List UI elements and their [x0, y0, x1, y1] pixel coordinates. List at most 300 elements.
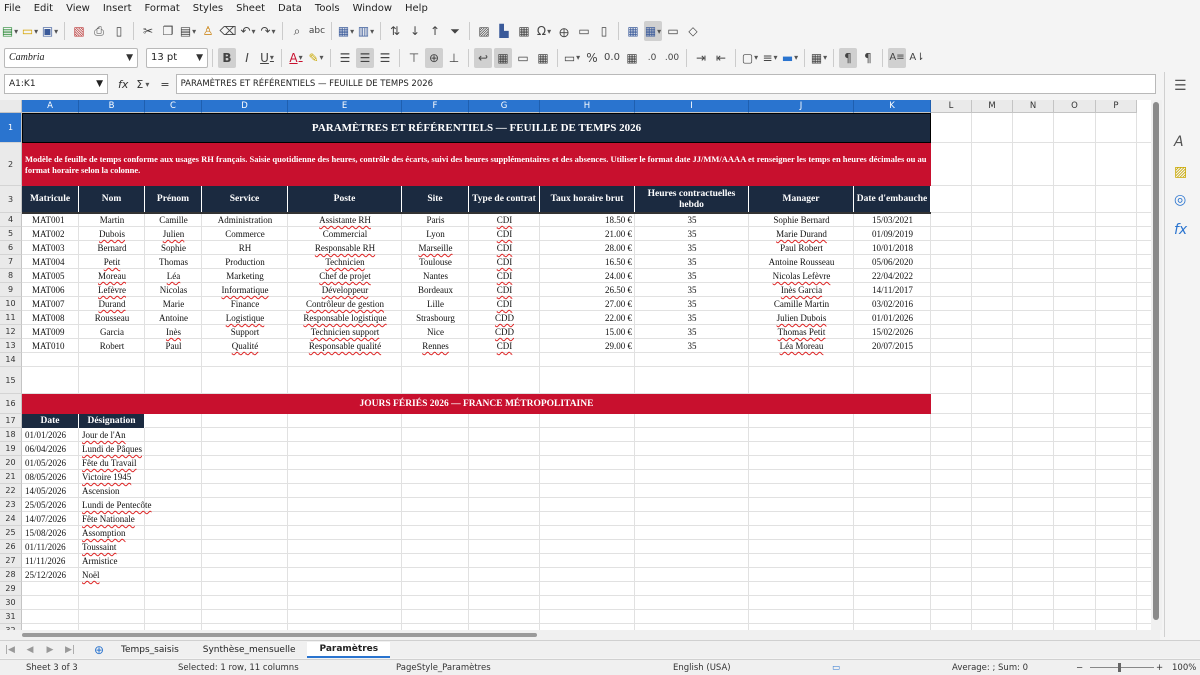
employee-cell[interactable]: Chef de projet	[319, 271, 371, 281]
menu-item-styles[interactable]: Styles	[192, 3, 224, 14]
employee-cell[interactable]: Logistique	[225, 313, 265, 323]
holiday-date[interactable]: 08/05/2026	[25, 472, 67, 482]
column-header-m[interactable]: M	[972, 100, 1013, 113]
formula-input[interactable]	[176, 74, 1156, 94]
row-header-17[interactable]: 17	[0, 414, 22, 428]
menu-item-view[interactable]: View	[66, 3, 90, 14]
sum-dropdown[interactable]	[144, 74, 149, 94]
menu-item-file[interactable]: File	[4, 3, 21, 14]
cut-icon[interactable]: ✂	[142, 24, 154, 38]
align-top-icon[interactable]: ⊤	[408, 50, 420, 65]
employee-cell[interactable]: 20/07/2015	[871, 341, 913, 351]
employee-cell[interactable]: Paul Robert	[780, 243, 823, 253]
employee-cell[interactable]: Sophie Bernard	[773, 215, 830, 225]
employee-cell[interactable]: CDI	[496, 243, 513, 253]
row-header-2[interactable]: 2	[0, 143, 22, 186]
employee-cell[interactable]: CDI	[496, 341, 513, 351]
employee-cell[interactable]: MAT004	[32, 257, 65, 267]
employee-cell[interactable]: 22/04/2022	[871, 271, 913, 281]
row-header-9[interactable]: 9	[0, 283, 22, 297]
vertical-scroll-thumb[interactable]	[1153, 102, 1159, 620]
employee-cell[interactable]: 35	[687, 299, 697, 309]
delete-decimal-icon[interactable]: .00	[664, 52, 680, 63]
employee-cell[interactable]: Rousseau	[94, 313, 130, 323]
row-header-30[interactable]: 30	[0, 596, 22, 610]
menu-item-format[interactable]: Format	[144, 3, 180, 14]
border-style-icon[interactable]: ≡ ▾	[761, 48, 779, 68]
employee-cell[interactable]: 35	[687, 285, 697, 295]
employee-cell[interactable]: CDI	[496, 229, 513, 239]
employee-header[interactable]: Manager	[749, 186, 854, 213]
row-header-12[interactable]: 12	[0, 325, 22, 339]
employee-cell[interactable]: MAT008	[32, 313, 65, 323]
zoom-in-icon[interactable]: +	[1156, 663, 1164, 673]
employee-cell[interactable]: Thomas Petit	[777, 327, 826, 337]
last-sheet-icon[interactable]: ▶|	[65, 644, 75, 655]
row-header-6[interactable]: 6	[0, 241, 22, 255]
employee-cell[interactable]: Léa Moreau	[779, 341, 824, 351]
zoom-out-icon[interactable]: −	[1076, 663, 1084, 673]
column-header-b[interactable]: B	[79, 100, 145, 113]
employee-cell[interactable]: 18.50 €	[605, 215, 632, 225]
employee-cell[interactable]: 28.00 €	[605, 243, 632, 253]
print-icon[interactable]: ⎙	[94, 23, 104, 38]
holidays-title[interactable]: JOURS FÉRIÉS 2026 — FRANCE MÉTROPOLITAINE	[22, 394, 931, 414]
tab-temps-saisis[interactable]: Temps_saisis	[121, 644, 179, 655]
column-header-n[interactable]: N	[1013, 100, 1054, 113]
increase-indent-icon[interactable]: ⇥	[695, 50, 707, 65]
unmerge-cells-icon[interactable]: ▦	[537, 50, 549, 65]
tab-synthese-mensuelle[interactable]: Synthèse_mensuelle	[202, 644, 296, 655]
row-header-26[interactable]: 26	[0, 540, 22, 554]
spelling-icon[interactable]: abc	[308, 26, 326, 36]
copy-icon[interactable]: ❐	[162, 24, 174, 38]
row-header-5[interactable]: 5	[0, 227, 22, 241]
sort-icon[interactable]: ⇅	[389, 24, 401, 38]
merge-center-icon[interactable]: ▦	[494, 48, 512, 68]
employee-header[interactable]: Service	[202, 186, 288, 213]
align-middle-icon[interactable]: ⊕	[425, 48, 443, 68]
employee-cell[interactable]: 35	[687, 271, 697, 281]
right-to-left-icon[interactable]: ¶	[864, 50, 872, 65]
employee-cell[interactable]: CDI	[496, 285, 513, 295]
row-header-16[interactable]: 16	[0, 394, 22, 414]
row-header-29[interactable]: 29	[0, 582, 22, 596]
vertical-scrollbar[interactable]	[1151, 100, 1162, 630]
insert-image-icon[interactable]: ▨	[478, 24, 490, 38]
employee-cell[interactable]: MAT006	[32, 285, 65, 295]
employee-cell[interactable]: MAT005	[32, 271, 65, 281]
column-header-o[interactable]: O	[1054, 100, 1096, 113]
menu-item-window[interactable]: Window	[352, 3, 392, 14]
font-color-icon[interactable]: A ▾	[287, 48, 305, 68]
employee-header[interactable]: Date d'embauche	[854, 186, 931, 213]
column-header-d[interactable]: D	[202, 100, 288, 113]
sort-descending-icon[interactable]: ↑	[429, 24, 441, 38]
show-draw-functions-icon[interactable]: ◇	[688, 24, 698, 38]
status-page-style[interactable]: PageStyle_Paramètres	[396, 663, 491, 673]
employee-cell[interactable]: Marketing	[226, 271, 264, 281]
employee-cell[interactable]: Thomas	[159, 257, 188, 267]
row-header-28[interactable]: 28	[0, 568, 22, 582]
employee-cell[interactable]: Informatique	[221, 285, 269, 295]
row-header-14[interactable]: 14	[0, 353, 22, 367]
employee-cell[interactable]: 22.00 €	[605, 313, 632, 323]
employee-cell[interactable]: 01/09/2019	[871, 229, 913, 239]
functions-icon[interactable]: fx	[1174, 222, 1188, 238]
employee-cell[interactable]: Technicien support	[310, 327, 380, 337]
employee-cell[interactable]: 03/02/2016	[871, 299, 913, 309]
employee-cell[interactable]: Technicien	[325, 257, 365, 267]
comment-icon[interactable]: ▭	[578, 24, 590, 38]
new-icon[interactable]: ▤ ▾	[1, 21, 19, 41]
holiday-name[interactable]: Lundi de Pâques	[82, 444, 142, 454]
hamburger-icon[interactable]: ☰	[1174, 78, 1187, 94]
row-header-31[interactable]: 31	[0, 610, 22, 624]
employee-header[interactable]: Type de contrat	[469, 186, 540, 213]
employee-cell[interactable]: Garcia	[100, 327, 124, 337]
employee-cell[interactable]: Julien	[162, 229, 185, 239]
row-header-7[interactable]: 7	[0, 255, 22, 269]
selection-mode-icon[interactable]: ▭	[832, 663, 841, 673]
column-header-a[interactable]: A	[22, 100, 79, 113]
row-header-22[interactable]: 22	[0, 484, 22, 498]
row-header-8[interactable]: 8	[0, 269, 22, 283]
employee-cell[interactable]: Bernard	[97, 243, 127, 253]
employee-cell[interactable]: 15/02/2026	[871, 327, 913, 337]
redo-icon[interactable]: ↷ ▾	[259, 21, 277, 41]
employee-cell[interactable]: Développeur	[321, 285, 369, 295]
employee-cell[interactable]: Nice	[427, 327, 444, 337]
employee-cell[interactable]: MAT007	[32, 299, 65, 309]
employee-cell[interactable]: Commerce	[225, 229, 265, 239]
menu-item-insert[interactable]: Insert	[102, 3, 132, 14]
horizontal-scroll-thumb[interactable]	[22, 633, 537, 637]
employee-cell[interactable]: 35	[687, 257, 697, 267]
holiday-date[interactable]: 06/04/2026	[25, 444, 67, 454]
employee-cell[interactable]: 35	[687, 341, 697, 351]
employee-header[interactable]: Nom	[79, 186, 145, 213]
employee-cell[interactable]: Inès Garcia	[780, 285, 823, 295]
border-color-icon[interactable]: ▬ ▾	[781, 48, 799, 68]
row-header-1[interactable]: 1	[0, 113, 22, 143]
employee-cell[interactable]: Contrôleur de gestion	[306, 299, 384, 309]
tab-parametres[interactable]: Paramètres	[307, 642, 390, 658]
employee-cell[interactable]: Nicolas Lefèvre	[772, 271, 831, 281]
menu-item-edit[interactable]: Edit	[33, 3, 54, 14]
freeze-rows-columns-icon[interactable]: ▦ ▾	[644, 21, 662, 41]
holiday-date[interactable]: 01/01/2026	[25, 430, 67, 440]
employee-cell[interactable]: Finance	[230, 299, 260, 309]
employee-cell[interactable]: Nantes	[423, 271, 448, 281]
employee-cell[interactable]: 29.00 €	[605, 341, 632, 351]
employee-cell[interactable]: Antoine	[159, 313, 188, 323]
holiday-name[interactable]: Toussaint	[82, 542, 117, 552]
properties-icon[interactable]: A	[1174, 134, 1184, 150]
row-header-24[interactable]: 24	[0, 512, 22, 526]
row-header-23[interactable]: 23	[0, 498, 22, 512]
text-horizontal-icon[interactable]: A≡	[888, 48, 906, 68]
employee-cell[interactable]: Production	[225, 257, 265, 267]
employee-cell[interactable]: Assistante RH	[319, 215, 371, 225]
employee-cell[interactable]: CDI	[496, 299, 513, 309]
zoom-slider[interactable]	[1090, 667, 1154, 668]
pivot-table-icon[interactable]: ▦	[518, 24, 530, 38]
currency-format-icon[interactable]: ▭ ▾	[563, 48, 581, 68]
align-bottom-icon[interactable]: ⊥	[448, 50, 460, 65]
sheet-description[interactable]: Modèle de feuille de temps conforme aux usages RH français. Saisie quotidienne des heures, contrôle des écarts, suivi des heures supplémentaires et des absences. Utiliser le format date JJ/MM/AAAA et renseigner les temps en heures décimales ou au format horaire selon la colonne.	[22, 143, 931, 186]
employee-cell[interactable]: 35	[687, 243, 697, 253]
employee-cell[interactable]: Durand	[98, 299, 126, 309]
employee-cell[interactable]: Toulouse	[419, 257, 452, 267]
column-header-f[interactable]: F	[402, 100, 469, 113]
insert-chart-icon[interactable]: ▙	[499, 24, 509, 38]
open-icon[interactable]: ▭ ▾	[21, 21, 39, 41]
font-size-combo[interactable]	[146, 48, 208, 68]
column-icon[interactable]: ▥ ▾	[357, 21, 375, 41]
sum-icon[interactable]: Σ	[136, 77, 144, 91]
holiday-date[interactable]: 11/11/2026	[25, 556, 66, 566]
clear-formatting-icon[interactable]: ⌫	[219, 24, 237, 38]
clone-formatting-icon[interactable]: ♙	[202, 24, 214, 38]
column-header-e[interactable]: E	[288, 100, 402, 113]
employee-cell[interactable]: MAT009	[32, 327, 65, 337]
align-center-icon[interactable]: ☰	[356, 48, 374, 68]
export-pdf-icon[interactable]: ▧	[73, 24, 85, 38]
holiday-name[interactable]: Ascension	[82, 486, 120, 496]
employee-cell[interactable]: CDI	[496, 215, 513, 225]
employee-cell[interactable]: 35	[687, 215, 697, 225]
hyperlink-icon[interactable]: 🜨	[558, 25, 570, 40]
row-header-4[interactable]: 4	[0, 213, 22, 227]
holiday-name[interactable]: Victoire 1945	[82, 472, 132, 482]
status-language[interactable]: English (USA)	[673, 663, 731, 673]
employee-cell[interactable]: Martin	[99, 215, 125, 225]
menu-item-data[interactable]: Data	[278, 3, 302, 14]
employee-cell[interactable]: Marseille	[418, 243, 453, 253]
employee-header[interactable]: Taux horaire brut	[540, 186, 635, 213]
left-to-right-icon[interactable]: ¶	[839, 48, 857, 68]
employee-cell[interactable]: 14/11/2017	[872, 285, 913, 295]
menu-item-tools[interactable]: Tools	[314, 3, 340, 14]
holiday-name[interactable]: Noël	[82, 570, 100, 580]
employee-cell[interactable]: Marie Durand	[776, 229, 827, 239]
column-header-k[interactable]: K	[854, 100, 931, 113]
zoom-level[interactable]: 100%	[1172, 663, 1197, 673]
employee-header[interactable]: Prénom	[145, 186, 202, 213]
employee-cell[interactable]: Bordeaux	[418, 285, 453, 295]
merge-cells-icon[interactable]: ▭	[517, 50, 529, 65]
employee-header[interactable]: Poste	[288, 186, 402, 213]
gallery-icon[interactable]: ▨	[1174, 164, 1188, 180]
employee-cell[interactable]: CDI	[496, 257, 513, 267]
text-vertical-icon[interactable]: A⇂	[909, 52, 925, 63]
employee-cell[interactable]: Camille Martin	[773, 299, 830, 309]
employee-cell[interactable]: Support	[230, 327, 260, 337]
find-replace-icon[interactable]: ⌕	[293, 23, 301, 38]
horizontal-scrollbar[interactable]	[0, 630, 1160, 640]
select-all-corner[interactable]	[0, 100, 22, 113]
function-wizard-icon[interactable]: fx	[118, 77, 129, 91]
add-sheet-icon[interactable]: ⊕	[93, 642, 105, 657]
borders-icon[interactable]: ▢ ▾	[741, 48, 759, 68]
row-header-3[interactable]: 3	[0, 186, 22, 213]
employee-cell[interactable]: Petit	[103, 257, 121, 267]
name-box[interactable]	[4, 74, 108, 94]
employee-cell[interactable]: 26.50 €	[605, 285, 632, 295]
holiday-name[interactable]: Armistice	[82, 556, 118, 566]
number-format-icon[interactable]: 0.0	[604, 52, 620, 63]
align-right-icon[interactable]: ☰	[379, 50, 391, 65]
sort-ascending-icon[interactable]: ↓	[409, 24, 421, 38]
employee-cell[interactable]: Rennes	[422, 341, 449, 351]
column-header-l[interactable]: L	[931, 100, 972, 113]
employee-cell[interactable]: Lyon	[426, 229, 445, 239]
header-footer-icon[interactable]: ▯	[600, 24, 608, 38]
employee-cell[interactable]: 10/01/2018	[871, 243, 913, 253]
next-sheet-icon[interactable]: ▶	[46, 644, 54, 655]
employee-header[interactable]: Site	[402, 186, 469, 213]
row-header-25[interactable]: 25	[0, 526, 22, 540]
italic-icon[interactable]: I	[245, 50, 249, 65]
employee-cell[interactable]: Moreau	[98, 271, 126, 281]
employee-cell[interactable]: RH	[238, 243, 252, 253]
employee-cell[interactable]: CDD	[494, 313, 514, 323]
navigator-icon[interactable]: ◎	[1174, 192, 1187, 208]
holiday-date[interactable]: 15/08/2026	[25, 528, 67, 538]
add-decimal-icon[interactable]: .0	[647, 52, 657, 63]
column-header-j[interactable]: J	[749, 100, 854, 113]
employee-cell[interactable]: Léa	[166, 271, 181, 281]
employee-cell[interactable]: MAT002	[32, 229, 65, 239]
row-header-21[interactable]: 21	[0, 470, 22, 484]
menu-item-sheet[interactable]: Sheet	[236, 3, 266, 14]
employee-cell[interactable]: 35	[687, 313, 697, 323]
print-preview-icon[interactable]: ▯	[115, 24, 123, 38]
employee-cell[interactable]: 35	[687, 327, 697, 337]
employee-cell[interactable]: 24.00 €	[605, 271, 632, 281]
employee-cell[interactable]: 27.00 €	[605, 299, 632, 309]
column-header-p[interactable]: P	[1096, 100, 1137, 113]
split-window-icon[interactable]: ▭	[667, 24, 679, 38]
highlight-icon[interactable]: ✎ ▾	[307, 48, 325, 68]
percent-format-icon[interactable]: %	[586, 50, 598, 65]
employee-cell[interactable]: Lille	[427, 299, 444, 309]
row-header-13[interactable]: 13	[0, 339, 22, 353]
employee-cell[interactable]: MAT001	[32, 215, 65, 225]
column-header-g[interactable]: G	[469, 100, 540, 113]
employee-cell[interactable]: Paul	[165, 341, 182, 351]
row-icon[interactable]: ▦ ▾	[337, 21, 355, 41]
row-header-19[interactable]: 19	[0, 442, 22, 456]
employee-cell[interactable]: 16.50 €	[605, 257, 632, 267]
column-header-c[interactable]: C	[145, 100, 202, 113]
prev-sheet-icon[interactable]: ◀	[26, 644, 34, 655]
holiday-name[interactable]: Assomption	[82, 528, 126, 538]
autofilter-icon[interactable]: ⏷	[450, 23, 460, 38]
employee-cell[interactable]: Antoine Rousseau	[768, 257, 835, 267]
employee-cell[interactable]: Responsable qualité	[308, 341, 382, 351]
column-header-h[interactable]: H	[540, 100, 635, 113]
employee-cell[interactable]: MAT010	[32, 341, 65, 351]
special-character-icon[interactable]: Ω ▾	[535, 21, 553, 41]
employee-cell[interactable]: Administration	[217, 215, 273, 225]
align-left-icon[interactable]: ☰	[339, 50, 351, 65]
paste-icon[interactable]: ▤ ▾	[179, 21, 197, 41]
employee-cell[interactable]: 15/03/2021	[871, 215, 913, 225]
conditional-format-icon[interactable]: ▦ ▾	[810, 48, 828, 68]
menu-item-help[interactable]: Help	[405, 3, 428, 14]
employee-cell[interactable]: Responsable RH	[314, 243, 376, 253]
bold-icon[interactable]: B	[218, 48, 236, 68]
holiday-date[interactable]: 01/05/2026	[25, 458, 67, 468]
employee-cell[interactable]: Julien Dubois	[776, 313, 827, 323]
employee-cell[interactable]: 01/01/2026	[871, 313, 913, 323]
employee-cell[interactable]: CDI	[496, 271, 513, 281]
employee-header[interactable]: Heures contractuelles hebdo	[635, 186, 749, 213]
column-header-i[interactable]: I	[635, 100, 749, 113]
employee-cell[interactable]: Strasbourg	[416, 313, 455, 323]
zoom-slider-thumb[interactable]	[1118, 663, 1121, 672]
holiday-date[interactable]: 14/05/2026	[25, 486, 67, 496]
employee-cell[interactable]: 05/06/2020	[871, 257, 913, 267]
font-name-combo[interactable]	[4, 48, 138, 68]
employee-cell[interactable]: Commercial	[322, 229, 368, 239]
row-header-10[interactable]: 10	[0, 297, 22, 311]
employee-cell[interactable]: Dubois	[98, 229, 125, 239]
save-icon[interactable]: ▣ ▾	[41, 21, 59, 41]
employee-cell[interactable]: 35	[687, 229, 697, 239]
sheet-title[interactable]: PARAMÈTRES ET RÉFÉRENTIELS — FEUILLE DE TEMPS 2026	[22, 113, 931, 143]
wrap-text-icon[interactable]: ↩	[474, 48, 492, 68]
employee-cell[interactable]: CDD	[494, 327, 514, 337]
employee-cell[interactable]: Lefèvre	[98, 285, 126, 295]
date-format-icon[interactable]: ▦	[626, 50, 638, 65]
employee-cell[interactable]: Paris	[426, 215, 445, 225]
holiday-name[interactable]: Fête du Travail	[82, 458, 137, 468]
holiday-date[interactable]: 25/05/2026	[25, 500, 67, 510]
employee-cell[interactable]: Robert	[99, 341, 125, 351]
employee-cell[interactable]: 15.00 €	[605, 327, 632, 337]
holiday-name[interactable]: Fête Nationale	[82, 514, 135, 524]
spreadsheet-grid[interactable]	[0, 100, 1151, 630]
holiday-date[interactable]: 01/11/2026	[25, 542, 66, 552]
undo-icon[interactable]: ↶ ▾	[239, 21, 257, 41]
decrease-indent-icon[interactable]: ⇤	[715, 50, 727, 65]
row-header-11[interactable]: 11	[0, 311, 22, 325]
holiday-name[interactable]: Lundi de Pentecôte	[82, 500, 152, 510]
employee-cell[interactable]: Qualité	[231, 341, 259, 351]
employee-cell[interactable]: Sophie	[160, 243, 186, 253]
holiday-date[interactable]: 14/07/2026	[25, 514, 67, 524]
employee-cell[interactable]: Marie	[162, 299, 185, 309]
employee-cell[interactable]: Nicolas	[159, 285, 188, 295]
first-sheet-icon[interactable]: |◀	[5, 644, 15, 655]
row-header-18[interactable]: 18	[0, 428, 22, 442]
row-header-15[interactable]: 15	[0, 367, 22, 394]
holiday-name[interactable]: Jour de l'An	[82, 430, 126, 440]
define-print-area-icon[interactable]: ▦	[627, 24, 639, 38]
row-header-20[interactable]: 20	[0, 456, 22, 470]
employee-cell[interactable]: MAT003	[32, 243, 65, 253]
employee-header[interactable]: Matricule	[22, 186, 79, 213]
formula-icon[interactable]: =	[160, 77, 170, 91]
row-header-27[interactable]: 27	[0, 554, 22, 568]
holiday-date[interactable]: 25/12/2026	[25, 570, 67, 580]
holiday-header[interactable]: Date	[22, 414, 79, 428]
employee-cell[interactable]: Responsable logistique	[303, 313, 387, 323]
employee-cell[interactable]: Camille	[159, 215, 188, 225]
